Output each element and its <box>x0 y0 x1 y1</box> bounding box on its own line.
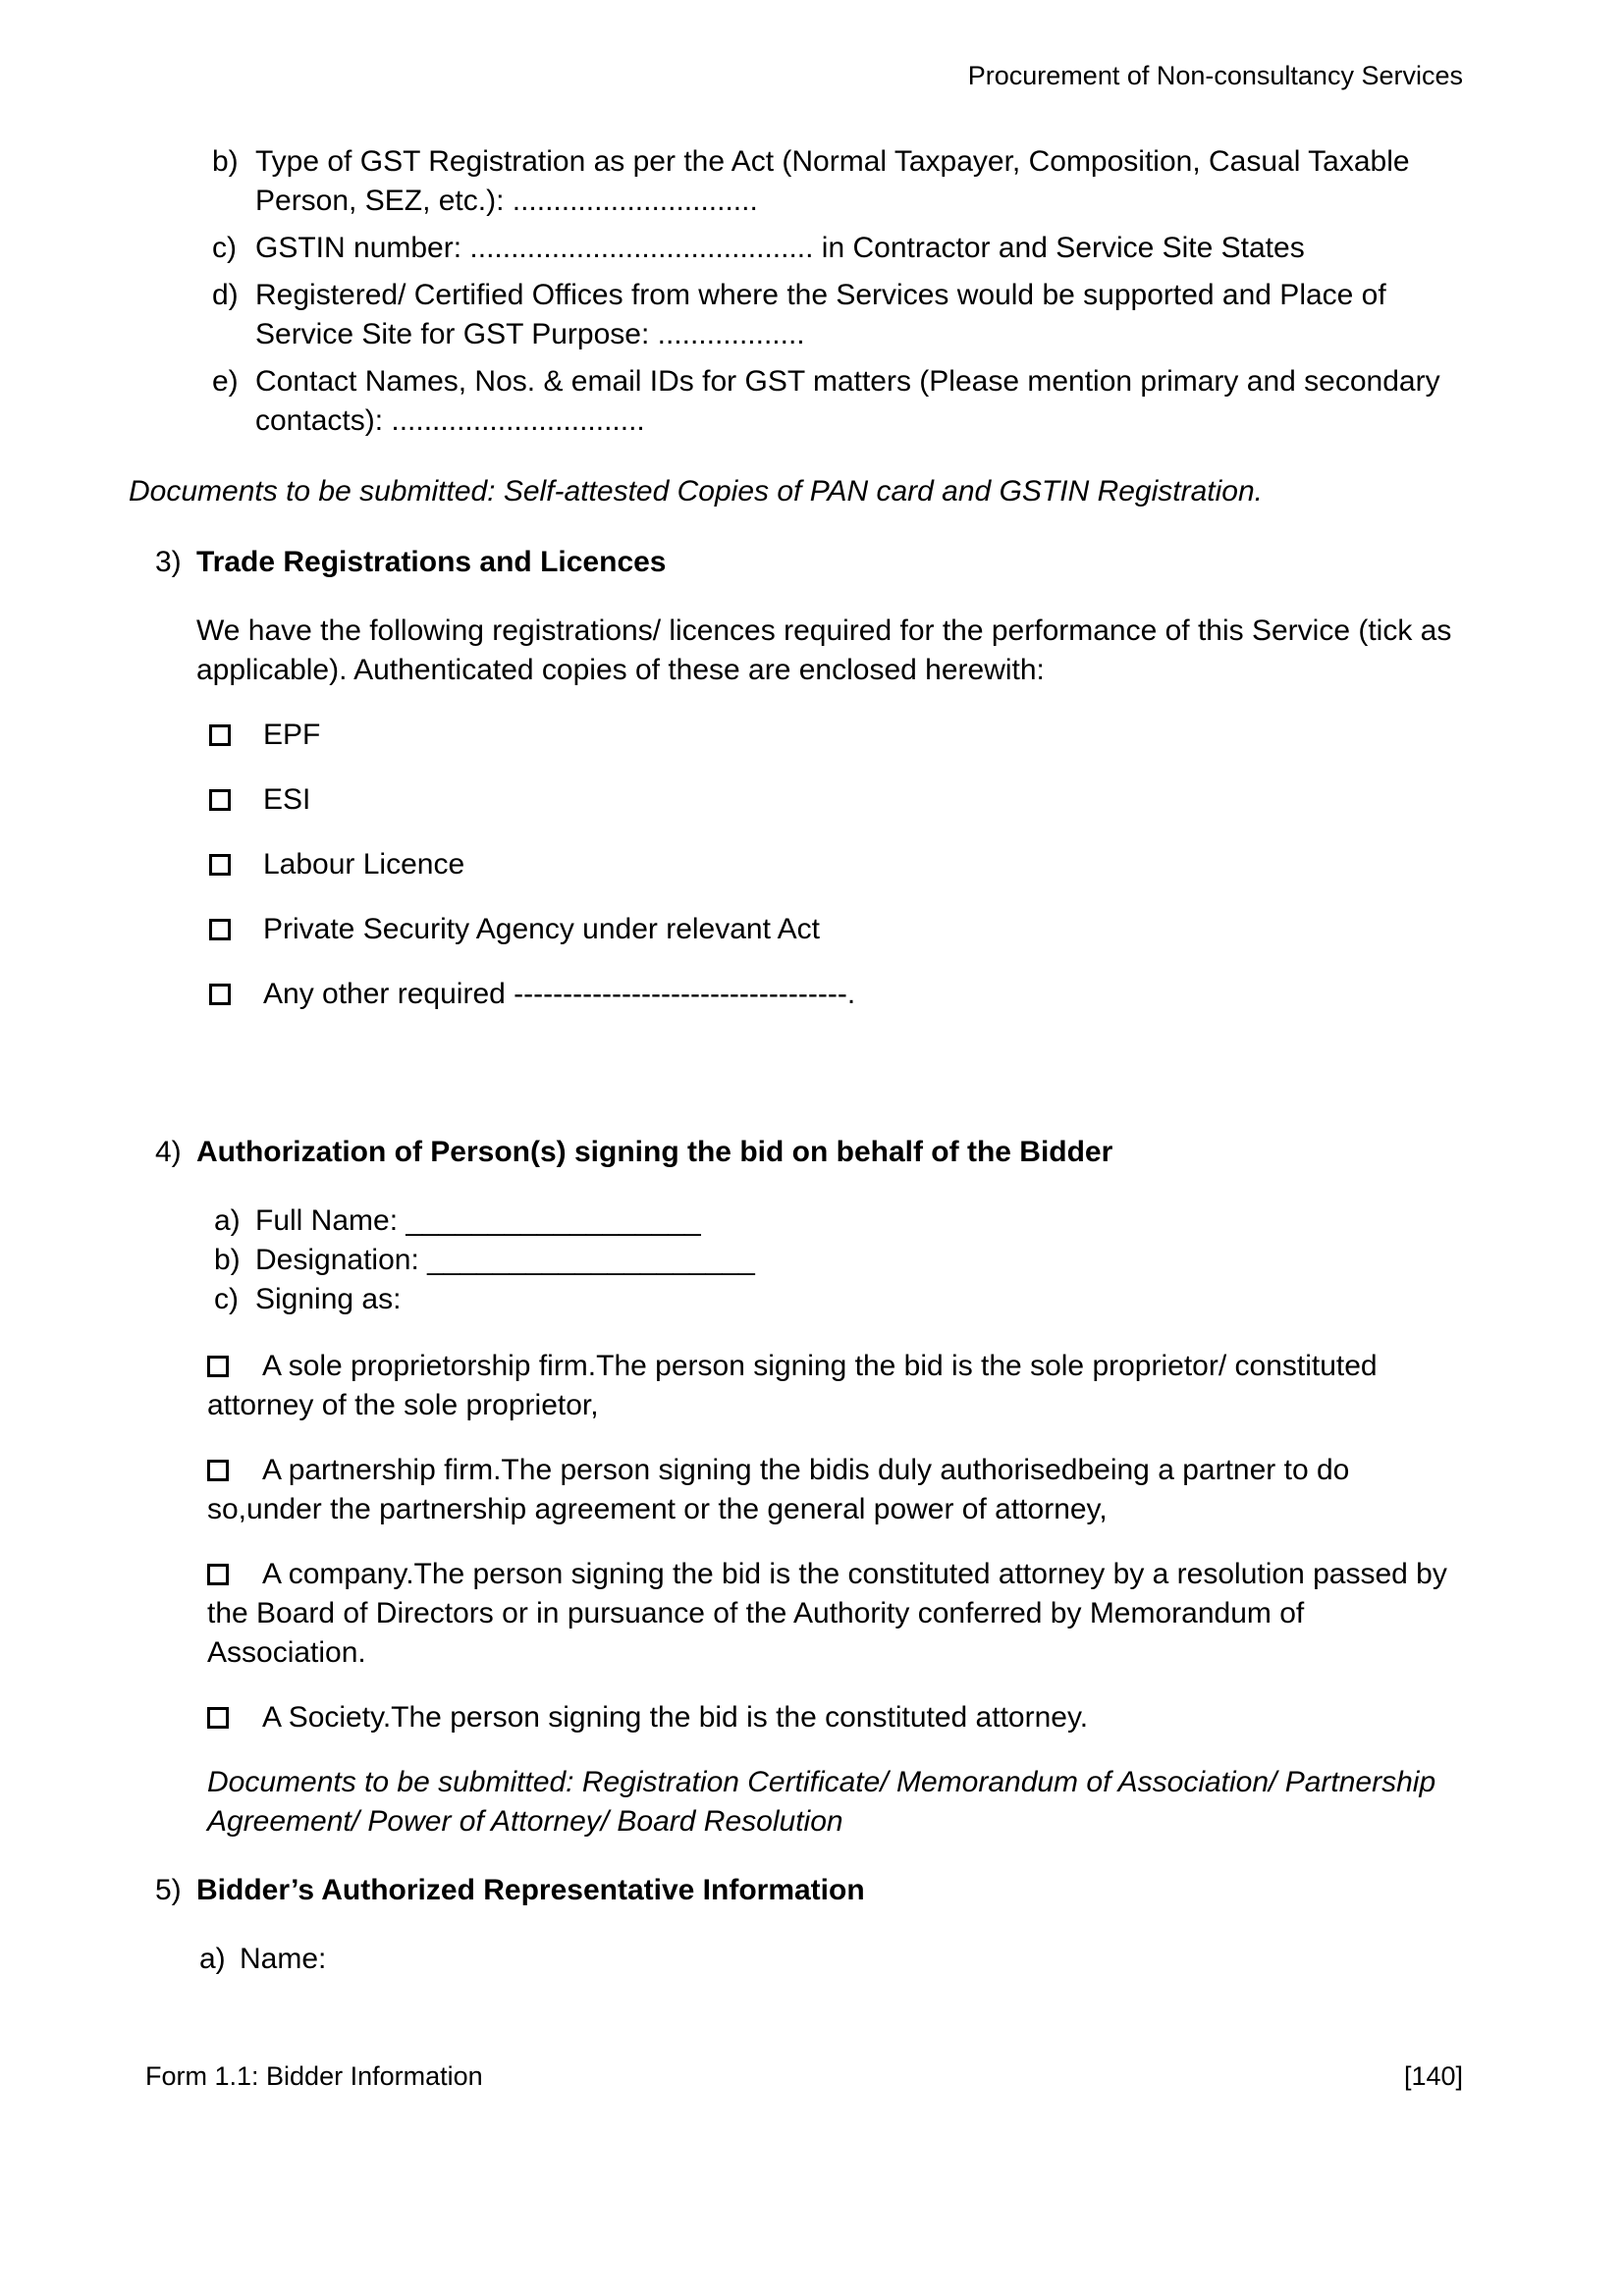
option-company <box>207 1555 1463 1673</box>
footer-page-number: [140] <box>1403 2061 1463 2091</box>
checkbox-row-epf <box>209 716 1463 755</box>
field-letter: a) <box>214 1204 241 1237</box>
field-letter: a) <box>199 1943 226 1975</box>
field-text: Name: <box>240 1943 327 1975</box>
checkbox-label: Labour Licence <box>263 848 465 881</box>
section-title: Trade Registrations and Licences <box>196 546 667 578</box>
field-full-name <box>214 1201 1463 1241</box>
field-text: Full Name: __________________ <box>255 1204 701 1237</box>
checkbox[interactable] <box>209 854 231 876</box>
option-text: A sole proprietorship firm.The person signing the bid is the sole proprietor/ constituted attorney of the sole proprietor, <box>207 1350 1378 1421</box>
gst-list-item-e <box>212 362 1463 441</box>
field-text: Signing as: <box>255 1283 402 1315</box>
page-header <box>129 59 1463 92</box>
section-number: 4) <box>155 1136 182 1168</box>
checkbox-label: ESI <box>263 783 311 816</box>
list-text: Contact Names, Nos. & email IDs for GST matters (Please mention primary and secondary contacts): ............................... <box>255 365 1440 437</box>
list-text: Registered/ Certified Offices from where the Services would be supported and Place of Service Site for GST Purpose: .................. <box>255 279 1386 350</box>
section-3-heading <box>155 543 1463 582</box>
field-signing-as <box>214 1280 1463 1319</box>
list-letter: d) <box>212 279 239 311</box>
section-3-intro: We have the following registrations/ licences required for the performance of this Service (tick as applicable). Authenticated copies of these are enclosed herewith: <box>196 614 1452 686</box>
list-text: GSTIN number: .......................................... in Contractor and Service Site States <box>255 232 1305 264</box>
field-text: Designation: ____________________ <box>255 1244 755 1276</box>
section-number: 3) <box>155 546 182 578</box>
checkbox[interactable] <box>207 1707 229 1729</box>
section-title: Bidder’s Authorized Representative Information <box>196 1874 865 1906</box>
checkbox-row-any-other <box>209 975 1463 1014</box>
section-5-heading <box>155 1871 1463 1910</box>
page-footer <box>145 2059 1463 2093</box>
option-sole-proprietorship <box>207 1347 1463 1425</box>
checkbox[interactable] <box>209 919 231 940</box>
list-letter: c) <box>212 232 237 264</box>
checkbox[interactable] <box>209 984 231 1005</box>
checkbox[interactable] <box>207 1460 229 1481</box>
spacer <box>129 1040 1463 1133</box>
checkbox[interactable] <box>207 1356 229 1377</box>
checkbox-row-labour-licence <box>209 845 1463 884</box>
gst-list-item-b <box>212 142 1463 221</box>
footer-form-title: Form 1.1: Bidder Information <box>145 2061 483 2091</box>
list-letter: b) <box>212 145 239 178</box>
list-letter: e) <box>212 365 239 398</box>
field-designation <box>214 1241 1463 1280</box>
documents-note-gst: Documents to be submitted: Self-attested Copies of PAN card and GSTIN Registration. <box>129 475 1263 507</box>
option-partnership <box>207 1451 1463 1529</box>
gst-list-item-d <box>212 276 1463 354</box>
section-title: Authorization of Person(s) signing the bid on behalf of the Bidder <box>196 1136 1113 1168</box>
documents-note-authorization: Documents to be submitted: Registration Certificate/ Memorandum of Association/ Partnership Agreement/ Power of Attorney/ Board Resolution <box>207 1766 1436 1838</box>
checkbox[interactable] <box>209 789 231 811</box>
checkbox-label: Any other required ----------------------------------. <box>263 978 856 1010</box>
field-representative-name <box>199 1940 1463 1979</box>
checkbox-row-esi <box>209 780 1463 820</box>
option-text: A company.The person signing the bid is the constituted attorney by a resolution passed by the Board of Directors or in pursuance of the Authority conferred by Memorandum of Association. <box>207 1558 1447 1669</box>
gst-list-item-c <box>212 229 1463 268</box>
checkbox-label: Private Security Agency under relevant Act <box>263 913 820 945</box>
option-text: A partnership firm.The person signing the bidis duly authorisedbeing a partner to do so,under the partnership agreement or the general power of attorney, <box>207 1454 1350 1525</box>
field-letter: b) <box>214 1244 241 1276</box>
checkbox-label: EPF <box>263 719 321 751</box>
checkbox[interactable] <box>209 724 231 746</box>
option-society <box>207 1698 1463 1737</box>
checkbox-row-private-security <box>209 910 1463 949</box>
option-text: A Society.The person signing the bid is the constituted attorney. <box>262 1701 1089 1734</box>
section-number: 5) <box>155 1874 182 1906</box>
section-4-heading <box>155 1133 1463 1172</box>
checkbox[interactable] <box>207 1564 229 1585</box>
list-text: Type of GST Registration as per the Act (Normal Taxpayer, Composition, Casual Taxable Person, SEZ, etc.): .............................. <box>255 145 1410 217</box>
field-letter: c) <box>214 1283 239 1315</box>
header-title: Procurement of Non-consultancy Services <box>967 61 1463 90</box>
section-4-fields <box>129 1201 1463 1319</box>
